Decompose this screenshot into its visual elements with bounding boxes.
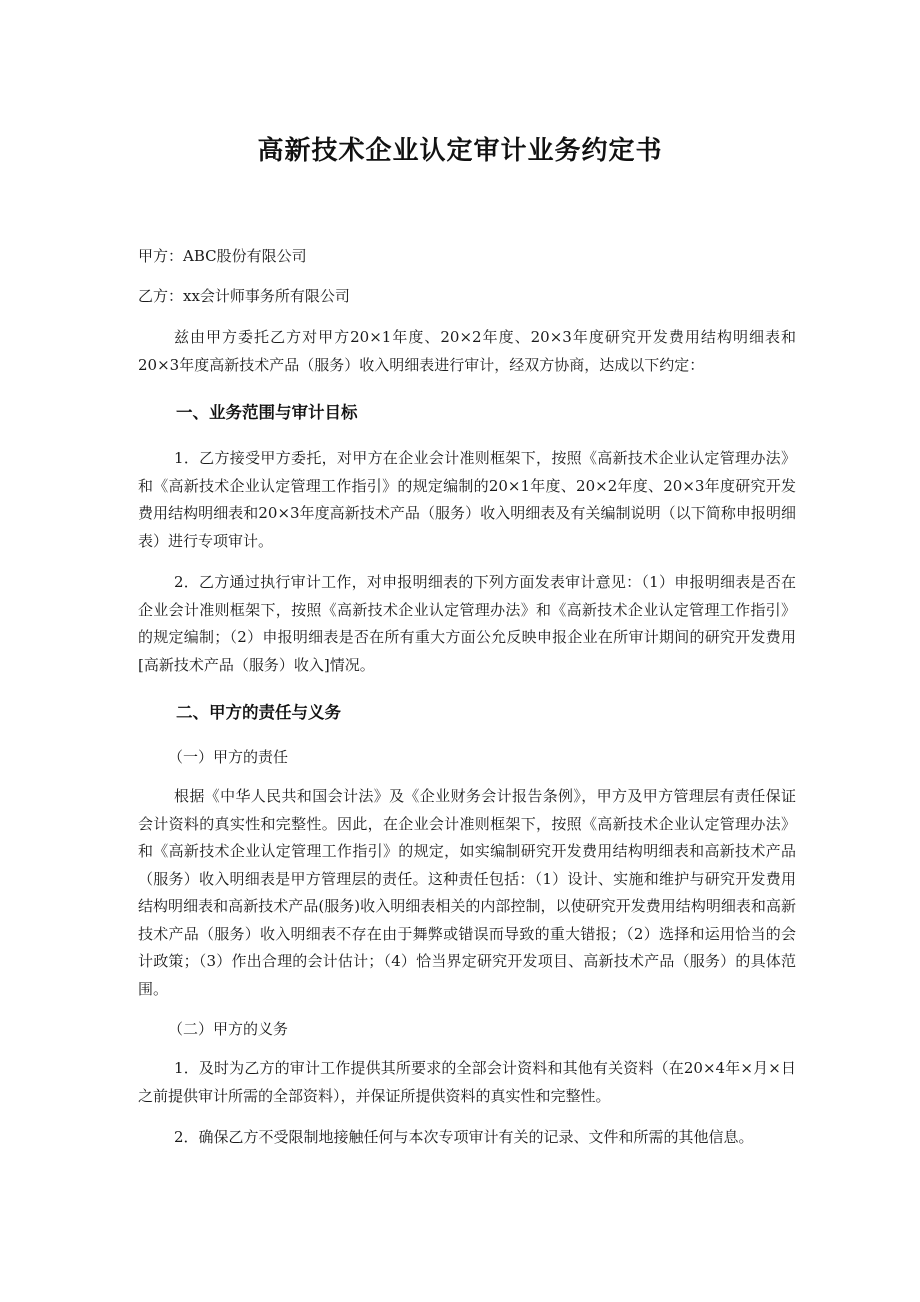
section-2-sub-2-item-2: 2．确保乙方不受限制地接触任何与本次专项审计有关的记录、文件和所需的其他信息。 <box>174 1128 754 1146</box>
section-2-sub-1-heading: （一）甲方的责任 <box>168 748 289 766</box>
document-body <box>138 324 796 1152</box>
party-b: 乙方：xx会计师事务所有限公司 <box>138 287 350 305</box>
document-title: 高新技术企业认定审计业务约定书 <box>257 136 663 166</box>
intro-paragraph: 兹由甲方委托乙方对甲方20×1年度、20×2年度、20×3年度研究开发费用结构明细表和20×3年度高新技术产品（服务）收入明细表进行审计，经双方协商，达成以下约定： <box>138 328 796 374</box>
section-1-item-2: 2．乙方通过执行审计工作，对申报明细表的下列方面发表审计意见：（1）申报明细表是否在企业会计准则框架下，按照《高新技术企业认定管理办法》和《高新技术企业认定管理工作指引》的规定编制；（2）申报明细表是否在所有重大方面公允反映申报企业在所审计期间的研究开发费用[高新技术产品（服务）收入]情况。 <box>138 573 796 674</box>
section-2-heading: 二、甲方的责任与义务 <box>176 703 341 722</box>
section-2-sub-2-heading: （二）甲方的义务 <box>168 1020 289 1038</box>
section-1-item-1: 1．乙方接受甲方委托，对甲方在企业会计准则框架下，按照《高新技术企业认定管理办法》和《高新技术企业认定管理工作指引》的规定编制的20×1年度、20×2年度、20×3年度研究开发费用结构明细表和20×3年度高新技术产品（服务）收入明细表及有关编制说明（以下简称申报明细表）进行专项审计。 <box>138 449 796 550</box>
party-a: 甲方：ABC股份有限公司 <box>138 247 307 265</box>
section-2-sub-2-item-1: 1．及时为乙方的审计工作提供其所要求的全部会计资料和其他有关资料（在20×4年×月×日之前提供审计所需的全部资料），并保证所提供资料的真实性和完整性。 <box>138 1059 796 1105</box>
section-1-heading: 一、业务范围与审计目标 <box>176 403 358 422</box>
section-2-sub-1-text: 根据《中华人民共和国会计法》及《企业财务会计报告条例》，甲方及甲方管理层有责任保证会计资料的真实性和完整性。因此，在企业会计准则框架下，按照《高新技术企业认定管理办法》和《高新技术企业认定管理工作指引》的规定，如实编制研究开发费用结构明细表和高新技术产品（服务）收入明细表是甲方管理层的责任。这种责任包括：（1）设计、实施和维护与研究开发费用结构明细表和高新技术产品(服务)收入明细表相关的内部控制，以使研究开发费用结构明细表和高新技术产品（服务）收入明细表不存在由于舞弊或错误而导致的重大错报；（2）选择和运用恰当的会计政策；（3）作出合理的会计估计；（4）恰当界定研究开发项目、高新技术产品（服务）的具体范围。 <box>138 787 796 998</box>
